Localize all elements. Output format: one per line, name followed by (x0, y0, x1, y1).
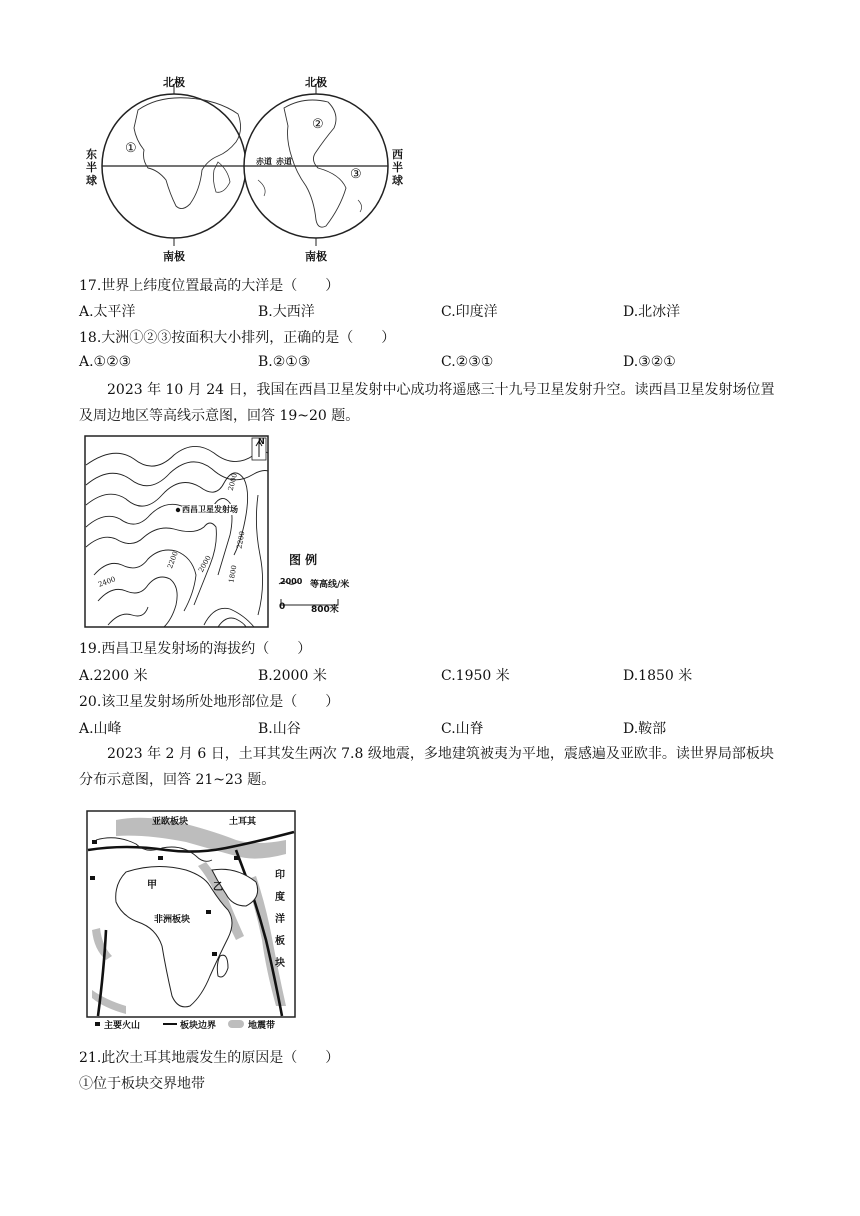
contour-label-2200b: 2200 (166, 550, 180, 570)
q20-option-d[interactable]: D.鞍部 (623, 721, 667, 737)
q18-option-a[interactable]: A.①②③ (79, 354, 132, 370)
legend-boundary-line (163, 1023, 177, 1025)
region-yi-label: 乙 (213, 882, 223, 893)
q17-option-a[interactable]: A.太平洋 (79, 304, 136, 320)
question-17-stem: 17.世界上纬度位置最高的大洋是（ ） (79, 278, 340, 294)
north-arrow-label: N (258, 437, 265, 446)
legend-volcano-marker (95, 1022, 100, 1026)
south-pole-label-right: 南极 (305, 250, 327, 263)
question-21-stem: 21.此次土耳其地震发生的原因是（ ） (79, 1050, 340, 1066)
equator-label-right: 赤道 (276, 157, 292, 166)
east-hemisphere-label: 东半球 (86, 148, 97, 187)
q19-option-d[interactable]: D.1850 米 (623, 668, 693, 684)
q18-option-d[interactable]: D.③②① (623, 354, 676, 370)
south-pole-label-left: 南极 (163, 250, 185, 263)
question-19-stem: 19.西昌卫星发射场的海拔约（ ） (79, 641, 312, 657)
continent-marker-2: ② (312, 117, 324, 132)
continent-marker-3: ③ (350, 167, 362, 182)
q17-option-b[interactable]: B.大西洋 (258, 304, 315, 320)
q18-option-b[interactable]: B.②①③ (258, 354, 311, 370)
q21-statement-1: ①位于板块交界地带 (79, 1076, 205, 1092)
question-18-stem: 18.大洲①②③按面积大小排列，正确的是（ ） (79, 330, 396, 346)
legend-belt-swatch (228, 1020, 244, 1028)
contour-label-1800: 1800 (227, 564, 239, 584)
legend-belt-label: 地震带 (248, 1021, 276, 1031)
q20-option-b[interactable]: B.山谷 (258, 721, 301, 737)
contour-legend-value: 2000 (280, 577, 303, 586)
launch-site-label: 西昌卫星发射场 (182, 505, 238, 514)
hemispheres-map (78, 70, 418, 265)
q17-option-c[interactable]: C.印度洋 (441, 304, 498, 320)
q17-option-d[interactable]: D.北冰洋 (623, 304, 681, 320)
legend-boundary-label: 板块边界 (180, 1021, 217, 1031)
plate-map (86, 810, 296, 1018)
q19-option-a[interactable]: A.2200 米 (79, 668, 148, 684)
q20-option-a[interactable]: A.山峰 (79, 721, 122, 737)
region-jia-label: 甲 (147, 880, 157, 891)
west-hemisphere-label: 西半球 (392, 148, 403, 187)
intro-paragraph-21-23: 2023 年 2 月 6 日，土耳其发生两次 7.8 级地震，多地建筑被夷为平地，震感遍及亚欧非。读世界局部板块分布示意图，回答 21~23 题。 (79, 746, 774, 788)
q19-option-b[interactable]: B.2000 米 (258, 668, 327, 684)
contour-label-2000a: 2000 (226, 472, 240, 492)
african-plate-label: 非洲板块 (154, 915, 191, 925)
scale-zero: 0 (279, 602, 286, 612)
question-20-stem: 20.该卫星发射场所处地形部位是（ ） (79, 694, 340, 710)
turkey-label: 土耳其 (229, 817, 257, 827)
contour-label-2000b: 2000 (196, 554, 213, 574)
contour-legend-text: 等高线/米 (310, 580, 350, 590)
contour-label-2200a: 2200 (235, 530, 247, 550)
intro-paragraph-19-20: 2023 年 10 月 24 日，我国在西昌卫星发射中心成功将遥感三十九号卫星发射升空。读西昌卫星发射场位置及周边地区等高线示意图，回答 19~20 题。 (79, 382, 775, 424)
contour-label-2400: 2400 (97, 575, 117, 589)
q18-option-c[interactable]: C.②③① (441, 354, 494, 370)
legend-volcano-label: 主要火山 (104, 1021, 141, 1031)
indian-ocean-plate-label: 印度洋板块 (275, 870, 285, 969)
q20-option-c[interactable]: C.山脊 (441, 721, 484, 737)
contour-legend-title: 图 例 (289, 553, 318, 567)
eurasian-plate-label: 亚欧板块 (152, 817, 189, 827)
north-pole-label-left: 北极 (163, 76, 185, 89)
north-pole-label-right: 北极 (305, 76, 327, 89)
equator-label-left: 赤道 (256, 157, 272, 166)
continent-marker-1: ① (125, 141, 137, 156)
q19-option-c[interactable]: C.1950 米 (441, 668, 510, 684)
scale-distance: 800米 (311, 605, 339, 615)
